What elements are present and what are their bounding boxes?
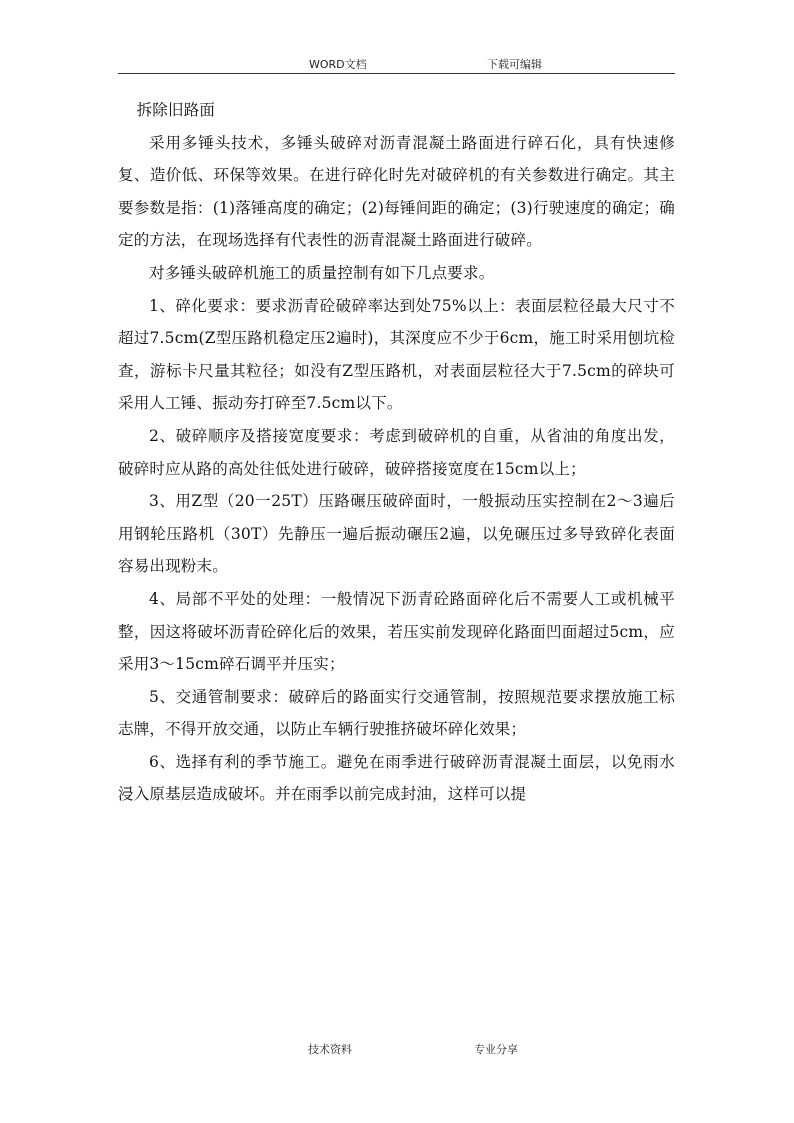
footer-right-text: 专业分享 (474, 1043, 518, 1056)
header-left-text: WORD文档 (309, 58, 367, 71)
section-title: 拆除旧路面 (136, 101, 216, 119)
document-body (118, 94, 675, 811)
paragraph: 1、碎化要求：要求沥青砼破碎率达到处75%以上：表面层粒径最大尺寸不超过7.5cm(Z型压路机稳定压2遍时)，其深度应不少于6cm，施工时采用刨坑检查，游标卡尺量其粒径；如没有Z型压路机，对表面层粒径大于7.5cm的碎块可采用人工锤、振动夯打碎至7.5cm以下。 (118, 296, 675, 413)
paragraph: 2、破碎顺序及搭接宽度要求：考虑到破碎机的自重，从省油的角度出发，破碎时应从路的高处往低处进行破碎，破碎搭接宽度在15cm以上； (118, 426, 675, 478)
paragraph: 4、局部不平处的处理：一般情况下沥青砼路面碎化后不需要人工或机械平整，因这将破坏沥青砼碎化后的效果，若压实前发现碎化路面凹面超过5cm，应采用3～15cm碎石调平并压实； (118, 589, 675, 674)
paragraph: 对多锤头破碎机施工的质量控制有如下几点要求。 (149, 263, 495, 282)
paragraph: 3、用Z型（20一25T）压路碾压破碎面时，一般振动压实控制在2～3遍后用钢轮压路机（30T）先静压一遍后振动碾压2遍，以免碾压过多导致碎化表面容易出现粉末。 (118, 492, 675, 576)
paragraph: 采用多锤头技术，多锤头破碎对沥青混凝土路面进行碎石化，具有快速修复、造价低、环保等效果。在进行碎化时先对破碎机的有关参数进行确定。其主要参数是指：(1)落锤高度的确定；(2)每锤间距的确定；(3)行驶速度的确定；确定的方法，在现场选择有代表性的沥青混凝土路面进行破碎。 (118, 133, 675, 250)
page-footer (0, 1041, 794, 1061)
paragraph: 5、交通管制要求：破碎后的路面实行交通管制，按照规范要求摆放施工标志牌，不得开放交通，以防止车辆行驶推挤破坏碎化效果； (118, 687, 675, 739)
header-divider (118, 73, 675, 74)
header-right-text: 下载可编辑 (487, 58, 542, 71)
paragraph: 6、选择有利的季节施工。避免在雨季进行破碎沥青混凝土面层，以免雨水浸入原基层造成破坏。并在雨季以前完成封油，这样可以提 (118, 752, 675, 804)
footer-left-text: 技术资料 (308, 1043, 352, 1056)
